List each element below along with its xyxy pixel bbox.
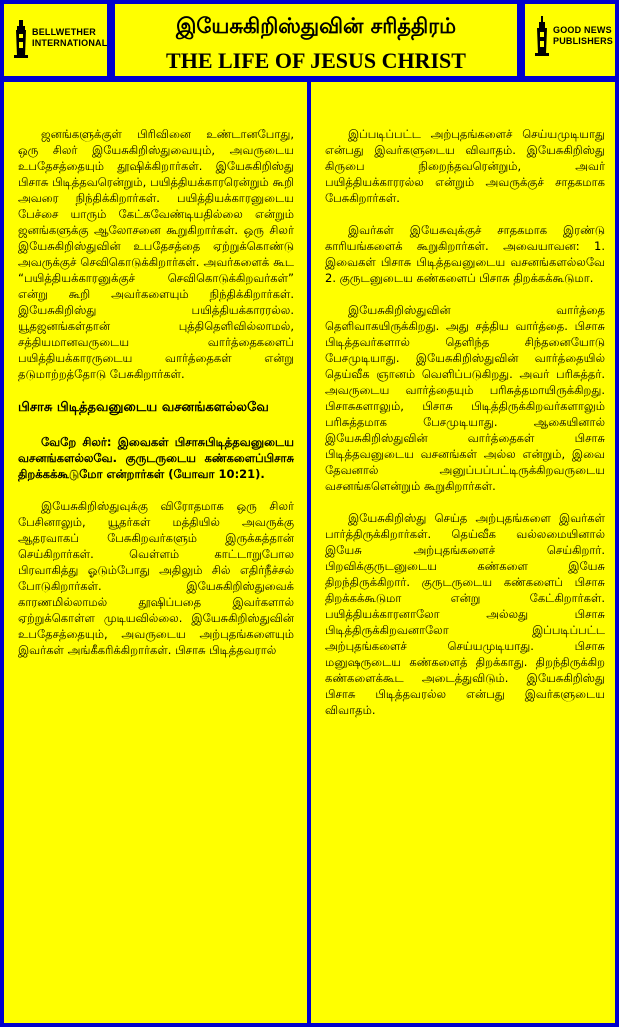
title-english: THE LIFE OF JESUS CHRIST <box>166 48 466 73</box>
left-logo-line2: INTERNATIONAL <box>32 38 108 48</box>
header-right-panel <box>521 0 619 80</box>
good-news-logo <box>535 16 613 56</box>
bellwether-logo <box>14 18 107 58</box>
right-logo-line1: GOOD NEWS <box>553 25 612 35</box>
paragraph: இயேசுகிறிஸ்துவின் வார்த்தை தெளிவாகயிருக்கிறது. அது சத்திய வார்த்தை. பிசாசு பிடித்தவர்களால் தெளிந்த சிந்தனையோடு பேசமுடியாது. இயேசுகிறிஸ்துவின் வார்த்தையில் தெய்வீக ஞானம் வெளிப்படுகிறது. அவர் பரிசுத்தர். அவருடைய வார்த்தையும் பரிசுத்தமாயிருக்கிறது. பிசாசுகளாலும், பிசாசு பிடித்திருக்கிறவர்களாலும் பரிசுத்தமாக பேசமுடியாது. ஆகையினால் இயேசுகிறிஸ்துவின் வார்த்தைகள் பிசாசு பிடித்தவனுடைய வசனங்கள் அல்ல என்றும், இவை தேவனால் அனுப்பப்பட்டிருக்கிறவருடைய வசனங்களென்றும் கூறுகிறார்கள். <box>325 303 605 493</box>
left-column-text <box>18 126 294 674</box>
title-tamil: இயேசுகிறிஸ்துவின் சரித்திரம் <box>175 14 457 38</box>
tower-icon <box>535 16 549 56</box>
right-column-text <box>325 126 605 734</box>
paragraph: இப்படிப்பட்ட அற்புதங்களைச் செய்யமுடியாது என்பது இவர்களுடைய விவாதம். இயேசுகிறிஸ்து கிருபை நிறைந்தவரென்றும், அவர் பயித்தியக்காரரல்ல என்றும் அவருக்குச் சாதகமாக பேசுகிறார்கள். <box>325 127 605 205</box>
header-title-panel <box>111 0 521 80</box>
paragraph: இவர்கள் இயேசுவுக்குச் சாதகமாக இரண்டு காரியங்களைக் கூறுகிறார்கள். அவையாவன: 1. இவைகள் பிசாசு பிடித்தவனுடைய வசனங்களல்லவே 2. குருடனுடைய கண்களைப் பிசாசு திறக்கக்கூடுமா. <box>325 223 605 285</box>
section-heading: பிசாசு பிடித்தவனுடைய வசனங்களல்லவே <box>18 400 269 415</box>
paragraph: இயேசுகிறிஸ்துவுக்கு விரோதமாக ஒரு சிலர் பேசினாலும், யூதர்கள் மத்தியில் அவருக்கு ஆதரவாகப் பேசுகிறவர்களும் இருக்கத்தான் செய்கிறார்கள். வெள்ளம் காட்டாறுபோல பிரவாகித்து ஓடும்போது அதிலும் சில் எதிர்நீச்சல் போடுகிறார்கள். இயேசுகிறிஸ்துவைக் காரணமில்லாமல் தூஷிப்பதை இவர்களால் ஏற்றுக்கொள்ள முடியவில்லை. இயேசுகிறிஸ்துவின் உபதேசத்தையும், அவருடைய அற்புதங்களையும் இவர்கள் அங்கீகரிக்கிறார்கள். பிசாசு பிடித்தவரால் <box>18 499 294 657</box>
paragraph: இயேசுகிறிஸ்து செய்த அற்புதங்களை இவர்கள் பார்த்திருக்கிறார்கள். தெய்வீக வல்லமையினால் இயேசு அற்புதங்களைச் செய்கிறார். பிறவிக்குருடனுடைய கண்களை இயேசு திறந்திருக்கிறார். குருடருடைய கண்களைப் பிசாசு திறக்கக்கூடுமா என்று கேட்கிறார்கள். பயித்தியக்காரனாலோ அல்லது பிசாசு பிடித்திருக்கிறவனாலோ இப்படிப்பட்ட அற்புதங்களைச் செய்யமுடியாது. பிசாசு மனுஷருடைய கண்களைத் திறக்காது. திறந்திருக்கிற கண்களைக்கூட அடைத்துவிடும். இயேசுகிறிஸ்து பிசாசு பிடித்தவரல்ல என்பது இவர்களுடைய விவாதம். <box>325 511 605 717</box>
left-logo-line1: BELLWETHER <box>32 27 96 37</box>
right-logo-line2: PUBLISHERS <box>553 36 614 46</box>
scripture-quote: வேறே சிலர்: இவைகள் பிசாசுபிடித்தவனுடைய வசனங்களல்லவே. குருடருடைய கண்களைப்பிசாசு திறக்கக்கூடுமோ என்றார்கள் (யோவா 10:21). <box>18 435 294 481</box>
header-left-panel <box>0 0 111 80</box>
paragraph: ஜனங்களுக்குள் பிரிவினை உண்டானபோது, ஒரு சிலர் இயேசுகிறிஸ்துவையும், அவருடைய உபதேசத்தையும் தூஷிக்கிறார்கள். இயேசுகிறிஸ்து பிசாசு பிடித்தவரென்றும், பயித்தியக்காரரென்றும் கூறி அவரை நிந்திக்கிறார்கள். பயித்தியக்காரனுடைய பேச்சை யாரும் கேட்கவேண்டியதில்லை என்றும் ஜனங்களுக்கு ஆலோசனை கூறுகிறார்கள். ஒரு சிலர் இயேசுகிறிஸ்துவின் உபதேசத்தை ஏற்றுக்கொண்டு அவருக்குச் செவிகொடுக்கிறார்கள். அவர்களைக் கூட “பயித்தியக்காரனுக்குச் செவிகொடுக்கிறவர்கள்” என்று கூறி அவர்களையும் நிந்திக்கிறார்கள். இயேசுகிறிஸ்து பயித்தியக்காரரல்ல. யூதஜனங்கள்தான் புத்திதெளிவில்லாமல், சத்தியமானவருடைய வார்த்தைகளைப் பயித்தியக்காரருடைய வார்த்தைகள் என்று தடுமாற்றத்தோடு பேசுகிறார்கள். <box>18 127 294 381</box>
tower-icon <box>14 18 28 58</box>
